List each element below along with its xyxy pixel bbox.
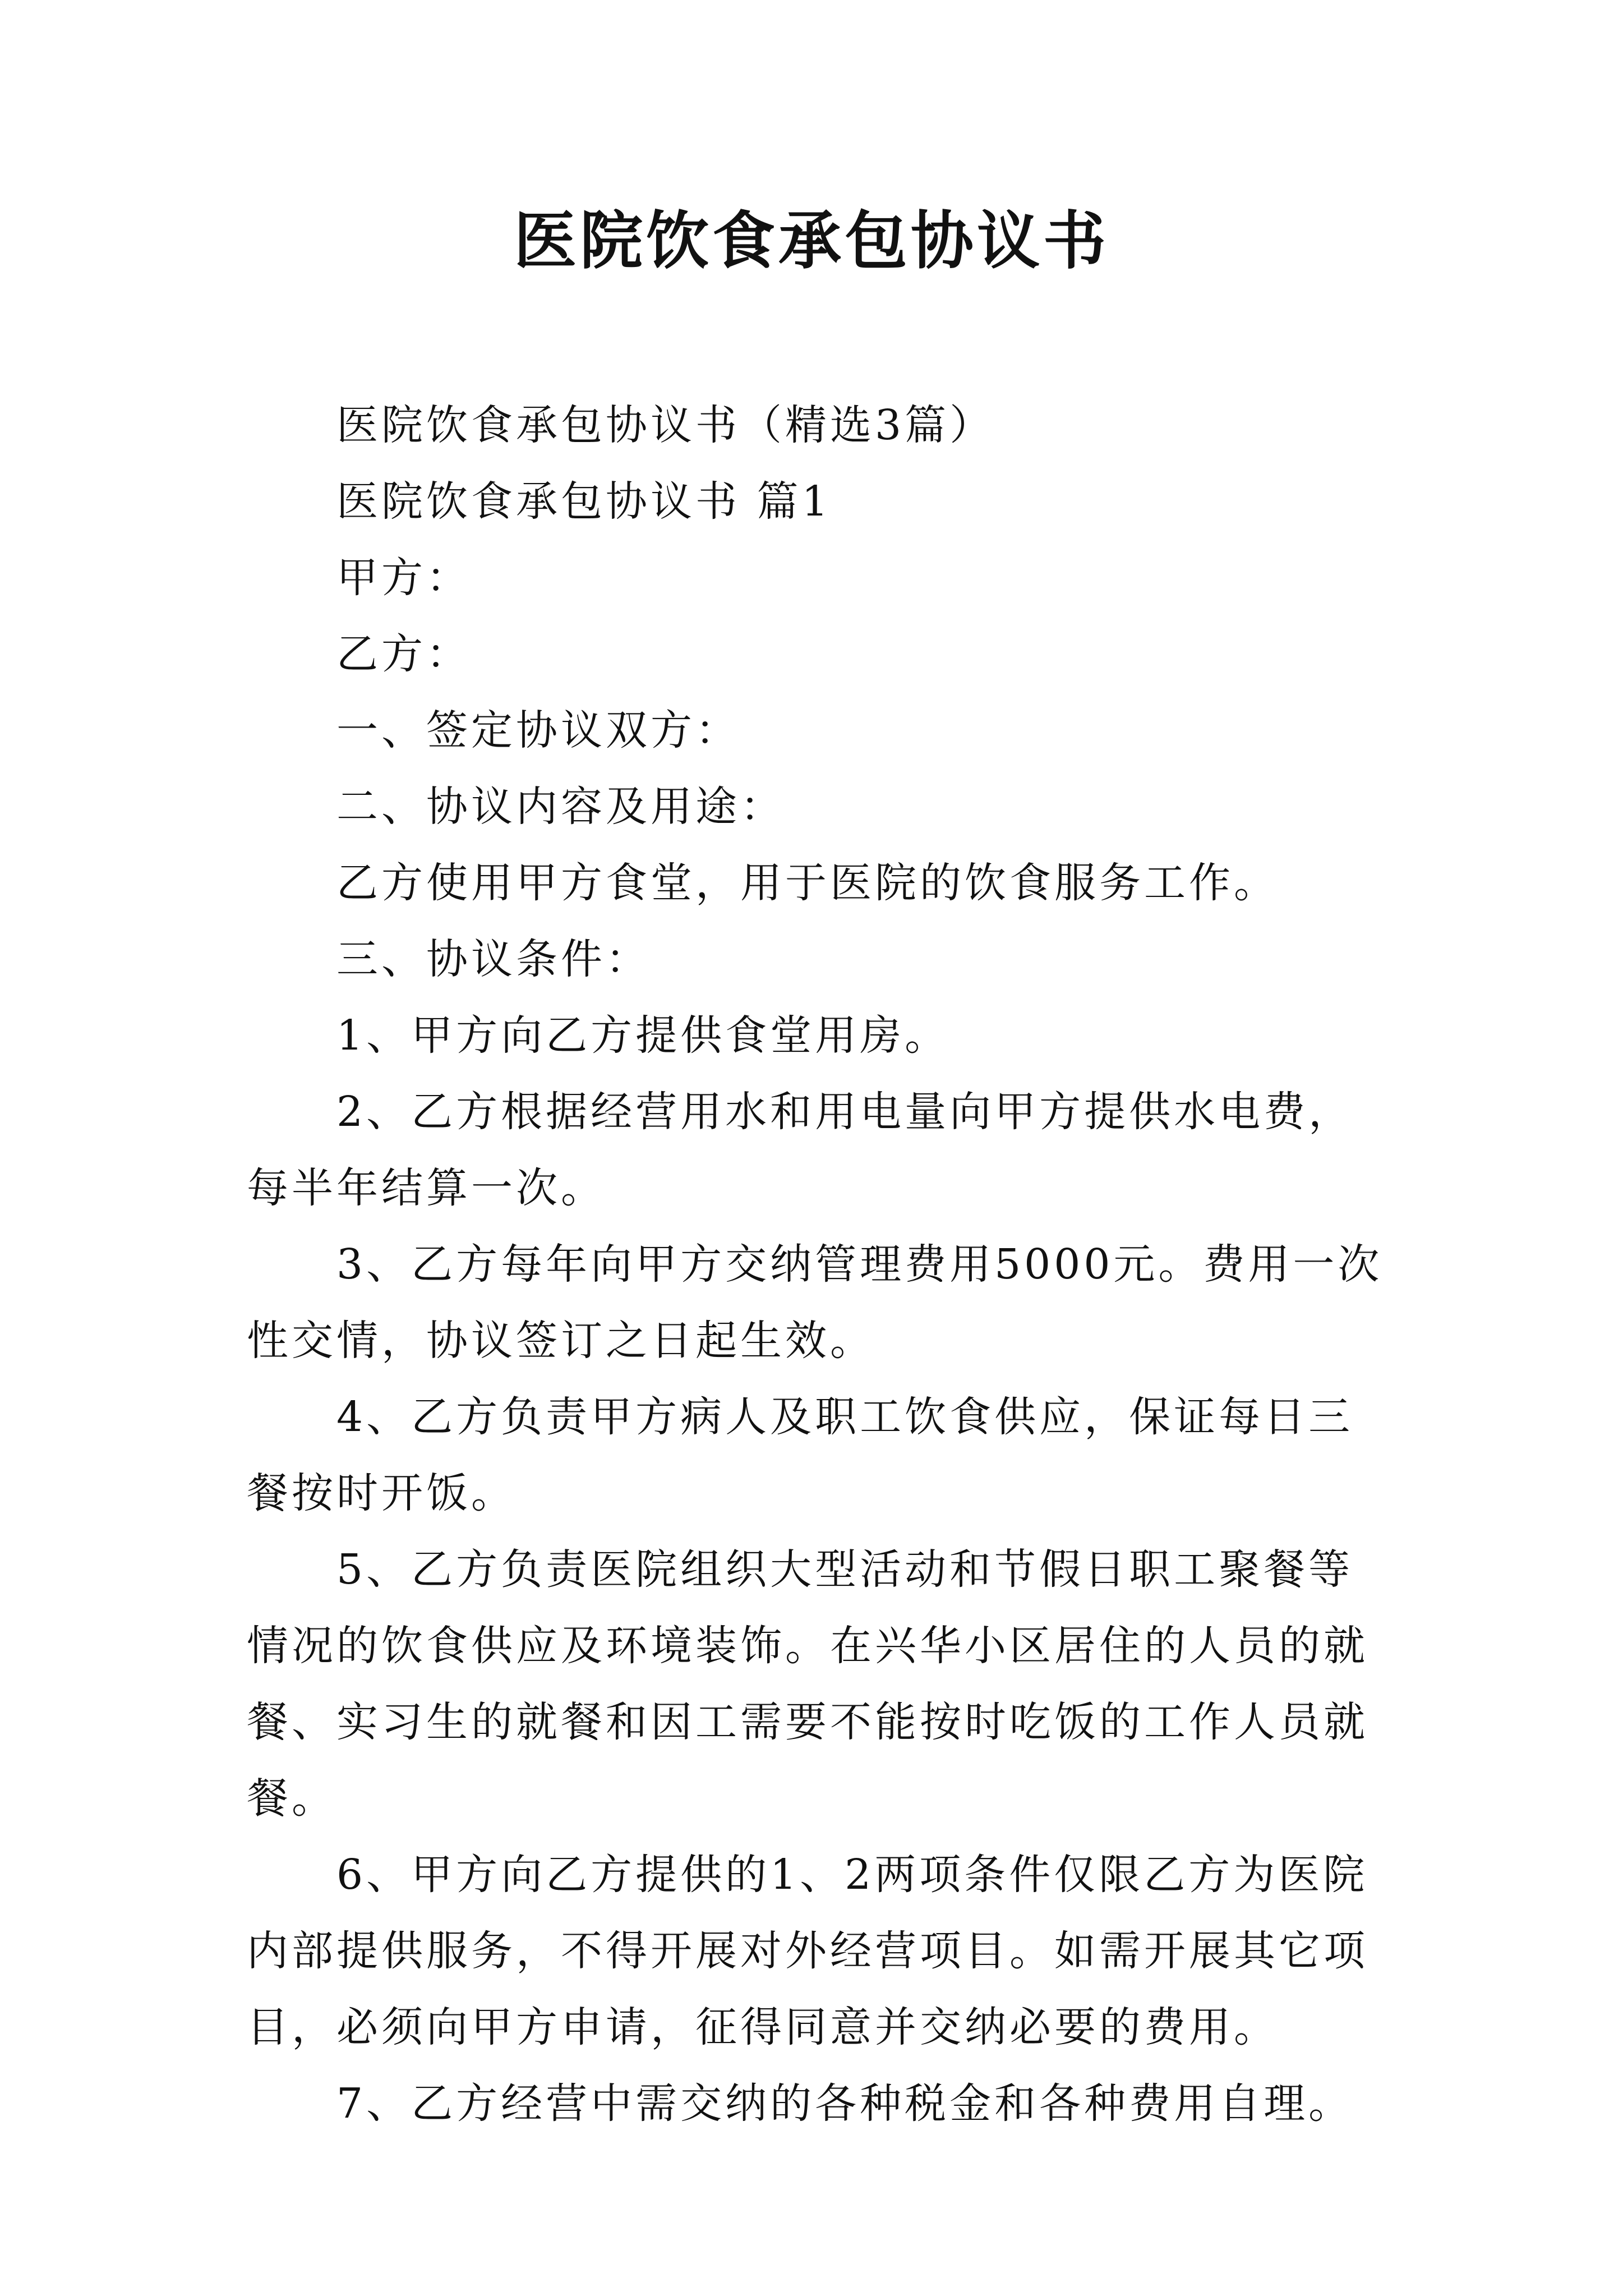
document-title: 医院饮食承包协议书	[514, 204, 1109, 278]
paragraph-intro-heading: 医院饮食承包协议书（精选3篇）	[336, 401, 995, 449]
paragraph-section-two: 二、协议内容及用途：	[336, 783, 785, 831]
paragraph-item-1: 1、甲方向乙方提供食堂用房。	[336, 1011, 950, 1060]
paragraph-item-6: 6、甲方向乙方提供的1、2两项条件仅限乙方为医院内部提供服务，不得开展对外经营项目。如需开展其它项目，必须向甲方申请，征得同意并交纳必要的费用。	[247, 1851, 1368, 2051]
paragraph-usage: 乙方使用甲方食堂，用于医院的饮食服务工作。	[336, 859, 1279, 907]
paragraph-item-7: 7、乙方经营中需交纳的各种税金和各种费用自理。	[336, 2079, 1354, 2128]
paragraph-part-heading: 医院饮食承包协议书 篇1	[336, 477, 832, 526]
paragraph-section-one: 一、签定协议双方：	[336, 706, 740, 754]
paragraph-item-5: 5、乙方负责医院组织大型活动和节假日职工聚餐等情况的饮食供应及环境装饰。在兴华小区居住的人员的就餐、实习生的就餐和因工需要不能按时吃饭的工作人员就餐。	[247, 1545, 1368, 1823]
paragraph-item-4: 4、乙方负责甲方病人及职工饮食供应，保证每日三餐按时开饭。	[247, 1393, 1354, 1517]
document-body	[247, 387, 1385, 2142]
paragraph-item-2: 2、乙方根据经营用水和用电量向甲方提供水电费，每半年结算一次。	[247, 1088, 1354, 1212]
paragraph-party-b: 乙方：	[336, 630, 471, 678]
paragraph-item-3: 3、乙方每年向甲方交纳管理费用5000元。费用一次性交情，协议签订之日起生效。	[247, 1240, 1383, 1365]
paragraph-section-three: 三、协议条件：	[336, 935, 651, 983]
paragraph-party-a: 甲方：	[336, 554, 471, 602]
